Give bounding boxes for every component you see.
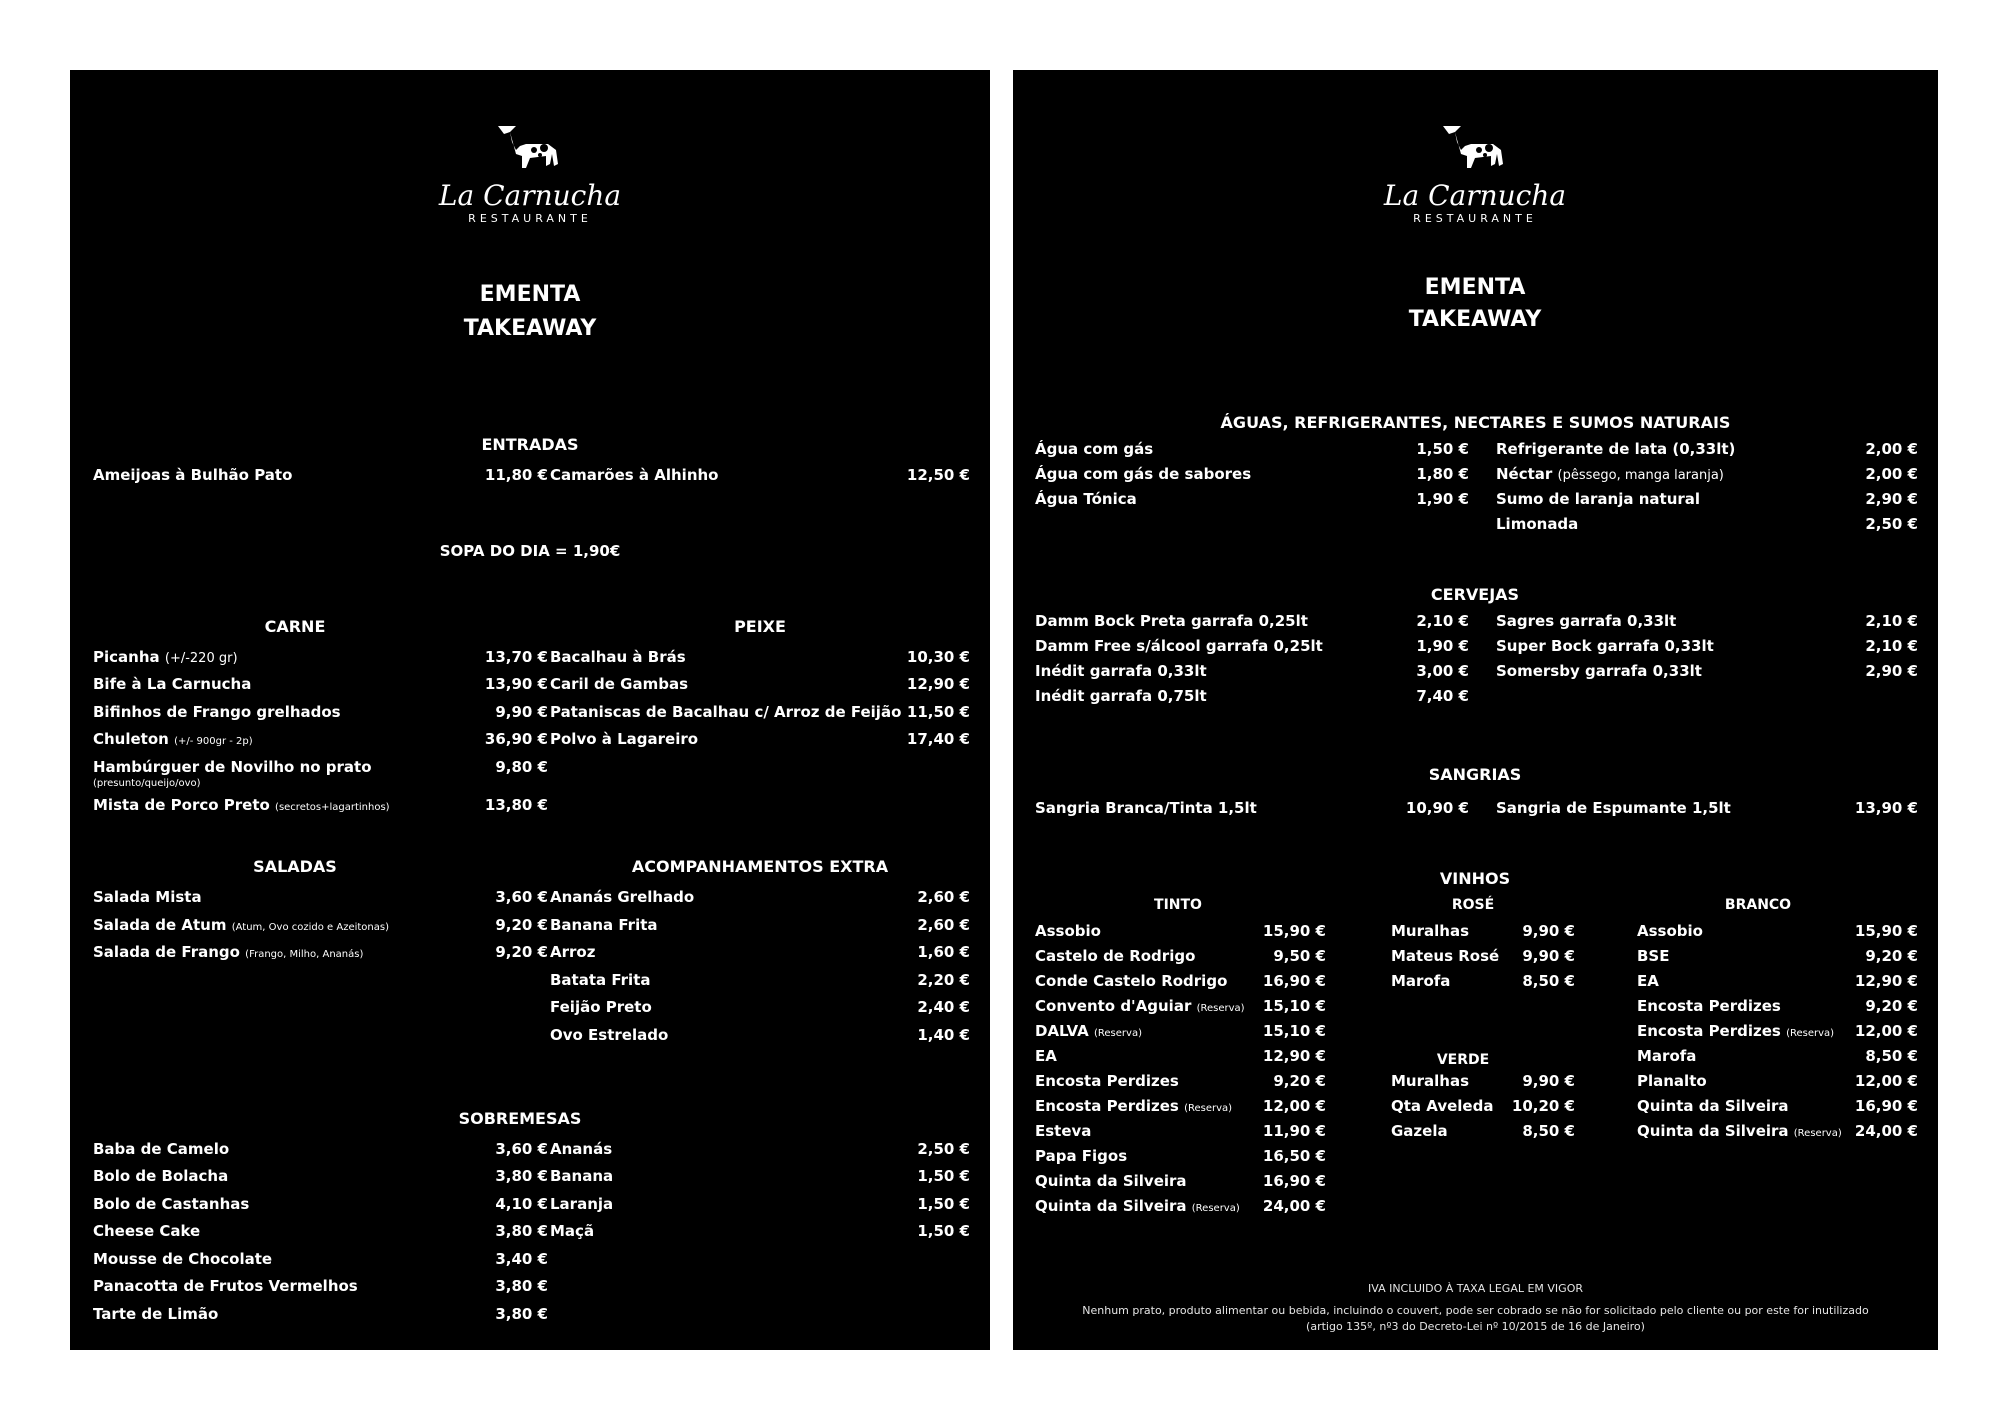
menu-item-name: Salada de Frango (Frango, Milho, Ananás)	[93, 943, 364, 961]
menu-item-name: Água Tónica	[1035, 490, 1137, 508]
subsection-title-tinto: TINTO	[1154, 897, 1202, 913]
menu-item-name: Esteva	[1035, 1122, 1092, 1140]
menu-item-name: EA	[1035, 1047, 1057, 1065]
menu-item-name: Batata Frita	[550, 971, 651, 989]
menu-item-price: 3,80 €	[495, 1277, 548, 1295]
vat-notice: IVA INCLUIDO À TAXA LEGAL EM VIGOR	[1368, 1282, 1583, 1295]
subsection-title-verde: VERDE	[1436, 1052, 1490, 1068]
menu-item-price: 4,10 €	[495, 1195, 548, 1213]
brand-tagline: RESTAURANTE	[1413, 212, 1537, 225]
menu-item-price: 16,90 €	[1854, 1097, 1918, 1115]
drinks-menu-page	[1013, 70, 1938, 1350]
menu-item-name: Qta Aveleda	[1391, 1097, 1494, 1115]
section-title-cervejas: CERVEJAS	[1430, 585, 1520, 604]
brand-logo	[420, 120, 640, 226]
menu-item-price: 8,50 €	[1865, 1047, 1918, 1065]
menu-item-price: 1,50 €	[917, 1195, 970, 1213]
menu-item-name: Ameijoas à Bulhão Pato	[93, 466, 293, 484]
menu-item-price: 13,90 €	[1854, 799, 1918, 817]
brand-logo	[1365, 120, 1585, 226]
section-title-vinhos: VINHOS	[1439, 869, 1511, 888]
menu-item-name: Inédit garrafa 0,75lt	[1035, 687, 1207, 705]
menu-item-price: 3,60 €	[495, 888, 548, 906]
menu-item-price: 2,00 €	[1865, 440, 1918, 458]
menu-item-price: 2,90 €	[1865, 662, 1918, 680]
menu-item-price: 9,50 €	[1273, 947, 1326, 965]
menu-item-name: Banana	[550, 1167, 614, 1185]
menu-item-name: Néctar (pêssego, manga laranja)	[1496, 465, 1724, 483]
menu-item-name: Bife à La Carnucha	[93, 675, 252, 693]
menu-item-name: Bacalhau à Brás	[550, 648, 686, 666]
menu-item-name: Ovo Estrelado	[550, 1026, 669, 1044]
cow-icon	[490, 120, 570, 180]
section-title-acompanhamentos: ACOMPANHAMENTOS EXTRA	[631, 857, 889, 876]
menu-item-price: 16,90 €	[1262, 972, 1326, 990]
menu-item-name: EA	[1637, 972, 1659, 990]
menu-item-name: Muralhas	[1391, 1072, 1469, 1090]
menu-item-name: Caril de Gambas	[550, 675, 689, 693]
menu-item-price: 10,30 €	[906, 648, 970, 666]
menu-item-price: 13,80 €	[484, 796, 548, 814]
menu-item-name: Bifinhos de Frango grelhados	[93, 703, 341, 721]
menu-item-price: 1,50 €	[917, 1222, 970, 1240]
section-title-sangrias: SANGRIAS	[1428, 765, 1522, 784]
menu-item-name: Damm Bock Preta garrafa 0,25lt	[1035, 612, 1308, 630]
menu-item-price: 3,80 €	[495, 1167, 548, 1185]
legal-notice-line-2: (artigo 135º, nº3 do Decreto-Lei nº 10/2015 de 16 de Janeiro)	[1306, 1320, 1645, 1333]
menu-item-price: 2,60 €	[917, 916, 970, 934]
menu-item-name: Tarte de Limão	[93, 1305, 219, 1323]
menu-item-price: 1,90 €	[1416, 637, 1469, 655]
menu-item-name: Bolo de Castanhas	[93, 1195, 250, 1213]
menu-item-price: 13,90 €	[484, 675, 548, 693]
menu-item-price: 2,10 €	[1865, 612, 1918, 630]
menu-item-price: 3,00 €	[1416, 662, 1469, 680]
menu-item-price: 1,40 €	[917, 1026, 970, 1044]
cow-icon	[1435, 120, 1515, 180]
menu-item-name: Mousse de Chocolate	[93, 1250, 273, 1268]
menu-item-price: 12,90 €	[1262, 1047, 1326, 1065]
page-title-line-2: TAKEAWAY	[1408, 307, 1542, 332]
menu-item-name: Panacotta de Frutos Vermelhos	[93, 1277, 358, 1295]
menu-item-name: Encosta Perdizes	[1035, 1072, 1179, 1090]
menu-item-price: 3,80 €	[495, 1305, 548, 1323]
menu-item-name: Assobio	[1637, 922, 1703, 940]
menu-item-price: 12,50 €	[906, 466, 970, 484]
brand-name: La Carnucha	[438, 179, 622, 212]
menu-item-name: Quinta da Silveira (Reserva)	[1637, 1122, 1842, 1140]
section-title-sobremesas: SOBREMESAS	[458, 1109, 582, 1128]
soup-of-the-day: SOPA DO DIA = 1,90€	[439, 542, 621, 560]
menu-item-name: Salada de Atum (Atum, Ovo cozido e Azeitonas)	[93, 916, 389, 934]
food-menu-page	[70, 70, 990, 1350]
menu-item-price: 9,20 €	[495, 943, 548, 961]
menu-item-name: BSE	[1637, 947, 1670, 965]
menu-item-price: 11,90 €	[1262, 1122, 1326, 1140]
menu-item-price: 12,00 €	[1262, 1097, 1326, 1115]
page-title-line-1: EMENTA	[479, 282, 581, 307]
menu-item-name: Laranja	[550, 1195, 614, 1213]
menu-item-price: 2,50 €	[917, 1140, 970, 1158]
menu-item-name: Papa Figos	[1035, 1147, 1128, 1165]
menu-item-price: 7,40 €	[1416, 687, 1469, 705]
menu-item-price: 9,90 €	[1522, 922, 1575, 940]
menu-item-price: 8,50 €	[1522, 1122, 1575, 1140]
menu-item-price: 15,10 €	[1262, 997, 1326, 1015]
subsection-title-branco: BRANCO	[1724, 897, 1792, 913]
menu-item-name: Cheese Cake	[93, 1222, 201, 1240]
menu-item-price: 1,60 €	[917, 943, 970, 961]
menu-item-price: 9,90 €	[1522, 1072, 1575, 1090]
menu-item-price: 24,00 €	[1262, 1197, 1326, 1215]
menu-item-price: 9,20 €	[1865, 997, 1918, 1015]
menu-item-price: 13,70 €	[484, 648, 548, 666]
menu-item-price: 11,80 €	[484, 466, 548, 484]
page-title-line-1: EMENTA	[1424, 275, 1526, 300]
menu-item-price: 15,10 €	[1262, 1022, 1326, 1040]
menu-item-price: 12,00 €	[1854, 1072, 1918, 1090]
menu-item-price: 10,20 €	[1511, 1097, 1575, 1115]
menu-item-name: Mista de Porco Preto (secretos+lagartinhos)	[93, 796, 390, 814]
section-title-carne: CARNE	[264, 617, 326, 636]
menu-item-price: 15,90 €	[1854, 922, 1918, 940]
menu-item-name: Hambúrguer de Novilho no prato	[93, 758, 372, 776]
page-title-line-2: TAKEAWAY	[463, 316, 597, 341]
menu-item-name: Baba de Camelo	[93, 1140, 230, 1158]
menu-item-name: Polvo à Lagareiro	[550, 730, 699, 748]
menu-item-price: 2,10 €	[1416, 612, 1469, 630]
menu-item-price: 3,80 €	[495, 1222, 548, 1240]
menu-item-name: Pataniscas de Bacalhau c/ Arroz de Feijão	[550, 703, 902, 721]
menu-item-price: 2,40 €	[917, 998, 970, 1016]
menu-item-name: Arroz	[550, 943, 596, 961]
section-title-aguas: ÁGUAS, REFRIGERANTES, NECTARES E SUMOS NATURAIS	[1220, 413, 1731, 432]
section-title-peixe: PEIXE	[734, 617, 786, 636]
section-title-saladas: SALADAS	[253, 857, 337, 876]
menu-item-name: Picanha (+/-220 gr)	[93, 648, 238, 666]
brand-name: La Carnucha	[1383, 179, 1567, 212]
menu-item-name: Banana Frita	[550, 916, 658, 934]
menu-item-price: 16,90 €	[1262, 1172, 1326, 1190]
menu-item-price: 10,90 €	[1405, 799, 1469, 817]
menu-item-name: Encosta Perdizes (Reserva)	[1035, 1097, 1233, 1115]
menu-item-name: Água com gás de sabores	[1035, 465, 1252, 483]
menu-item-price: 1,50 €	[1416, 440, 1469, 458]
menu-item-price: 1,50 €	[917, 1167, 970, 1185]
menu-item-name: Sumo de laranja natural	[1496, 490, 1701, 508]
menu-item-name: Planalto	[1637, 1072, 1707, 1090]
menu-item-name: Inédit garrafa 0,33lt	[1035, 662, 1207, 680]
subsection-title-rose: ROSÉ	[1451, 897, 1495, 913]
menu-item-price: 9,90 €	[495, 703, 548, 721]
menu-item-price: 2,10 €	[1865, 637, 1918, 655]
menu-item-price: 16,50 €	[1262, 1147, 1326, 1165]
menu-item-price: 12,90 €	[1854, 972, 1918, 990]
menu-item-price: 2,90 €	[1865, 490, 1918, 508]
menu-item-name: Ananás	[550, 1140, 613, 1158]
menu-item-price: 9,80 €	[495, 758, 548, 776]
menu-item-price: 11,50 €	[906, 703, 970, 721]
menu-item-name: Chuleton (+/- 900gr - 2p)	[93, 730, 253, 748]
menu-item-name: Marofa	[1391, 972, 1451, 990]
menu-item-name: Damm Free s/álcool garrafa 0,25lt	[1035, 637, 1323, 655]
menu-item-name: Quinta da Silveira	[1637, 1097, 1789, 1115]
menu-item-price: 9,90 €	[1522, 947, 1575, 965]
menu-item-name: Convento d'Aguiar (Reserva)	[1035, 997, 1245, 1015]
menu-item-price: 3,40 €	[495, 1250, 548, 1268]
menu-item-name: Marofa	[1637, 1047, 1697, 1065]
menu-item-name: Sangria Branca/Tinta 1,5lt	[1035, 799, 1257, 817]
menu-item-price: 12,00 €	[1854, 1022, 1918, 1040]
menu-item-price: 12,90 €	[906, 675, 970, 693]
menu-item-name: Super Bock garrafa 0,33lt	[1496, 637, 1714, 655]
legal-notice-line-1: Nenhum prato, produto alimentar ou bebida, incluindo o couvert, pode ser cobrado se não for solicitado pelo cliente ou por este for inutilizado	[1082, 1304, 1869, 1317]
menu-item-name: Refrigerante de lata (0,33lt)	[1496, 440, 1736, 458]
menu-item-name: Encosta Perdizes	[1637, 997, 1781, 1015]
menu-item-price: 1,90 €	[1416, 490, 1469, 508]
menu-item-price: 1,80 €	[1416, 465, 1469, 483]
menu-item-name: Mateus Rosé	[1391, 947, 1500, 965]
menu-item-name: Feijão Preto	[550, 998, 652, 1016]
menu-item-name: DALVA (Reserva)	[1035, 1022, 1142, 1040]
menu-item-name: Assobio	[1035, 922, 1101, 940]
menu-item-price: 9,20 €	[1273, 1072, 1326, 1090]
menu-item-name: Limonada	[1496, 515, 1579, 533]
menu-item-name: Bolo de Bolacha	[93, 1167, 229, 1185]
menu-item-name: Gazela	[1391, 1122, 1448, 1140]
menu-item-name: Encosta Perdizes (Reserva)	[1637, 1022, 1835, 1040]
menu-item-price: 2,50 €	[1865, 515, 1918, 533]
menu-item-price: 17,40 €	[906, 730, 970, 748]
menu-item-name: Salada Mista	[93, 888, 202, 906]
menu-item-price: 2,60 €	[917, 888, 970, 906]
menu-item-name: Sangria de Espumante 1,5lt	[1496, 799, 1731, 817]
menu-item-name: Camarões à Alhinho	[550, 466, 719, 484]
menu-item-price: 24,00 €	[1854, 1122, 1918, 1140]
menu-item-name: Ananás Grelhado	[550, 888, 695, 906]
menu-item-name: Água com gás	[1035, 440, 1154, 458]
menu-item-note: (presunto/queijo/ovo)	[93, 778, 201, 789]
menu-item-name: Sagres garrafa 0,33lt	[1496, 612, 1677, 630]
menu-item-price: 15,90 €	[1262, 922, 1326, 940]
menu-item-price: 8,50 €	[1522, 972, 1575, 990]
menu-item-name: Maçã	[550, 1222, 595, 1240]
menu-item-name: Muralhas	[1391, 922, 1469, 940]
menu-item-name: Conde Castelo Rodrigo	[1035, 972, 1228, 990]
menu-item-name: Quinta da Silveira	[1035, 1172, 1187, 1190]
menu-item-name: Somersby garrafa 0,33lt	[1496, 662, 1702, 680]
menu-item-name: Castelo de Rodrigo	[1035, 947, 1196, 965]
menu-item-name: Quinta da Silveira (Reserva)	[1035, 1197, 1240, 1215]
menu-item-price: 3,60 €	[495, 1140, 548, 1158]
menu-item-price: 36,90 €	[484, 730, 548, 748]
menu-item-price: 2,20 €	[917, 971, 970, 989]
menu-item-price: 9,20 €	[1865, 947, 1918, 965]
brand-tagline: RESTAURANTE	[468, 212, 592, 225]
section-title-entradas: ENTRADAS	[481, 435, 579, 454]
menu-item-price: 9,20 €	[495, 916, 548, 934]
menu-item-price: 2,00 €	[1865, 465, 1918, 483]
